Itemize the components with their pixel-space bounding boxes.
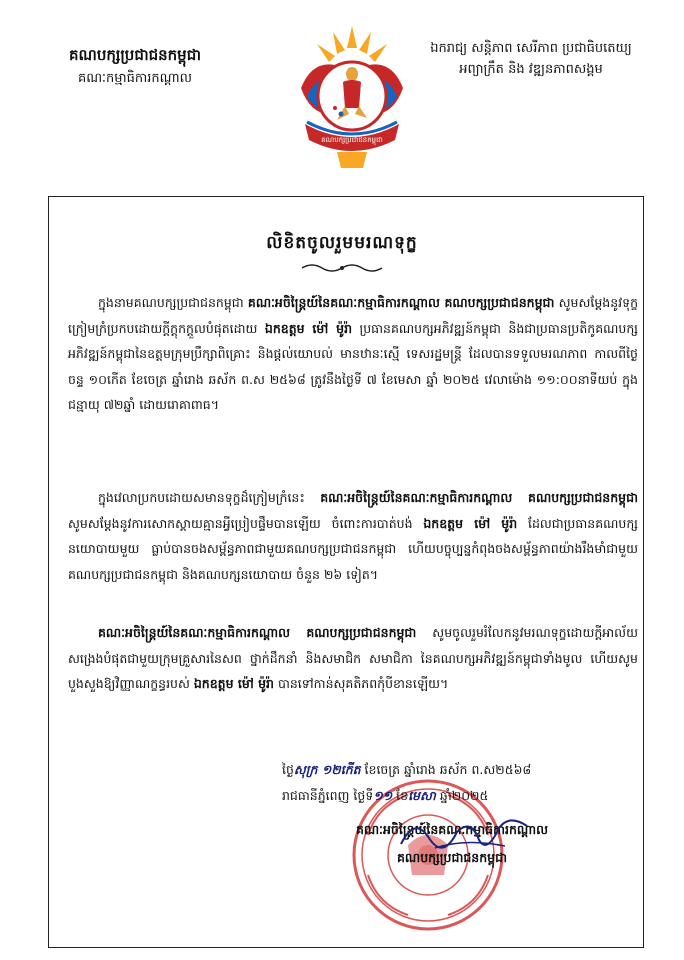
p2-committee: គណៈអចិន្ត្រៃយ៍នៃគណៈកម្មាធិការកណ្តាល គណបក្សប្រជាជនកម្ពុជា — [320, 490, 638, 505]
paragraph-1 — [68, 290, 638, 418]
p2-text-e: ដែលជាប្រធានគណបក្សនយោបាយមួយ ធ្លាប់បានចងសម្ព័ន្ធភាពជាមួយគណបក្សប្រជាជនកម្ពុជា ហើយបច្ចុប្បន្នកំពុងចងសម្ព័ន្ធភាពយ៉ាងរឹងមាំជាមួយគណបក្សប្រជាជនកម្ពុជា និងគណបក្សនយោបាយ ចំនួន ២៦ ទៀត។ — [68, 515, 638, 582]
p3-text-d: បានទៅកាន់សុគតិភពកុំបីខានឡើយ។ — [274, 676, 449, 691]
kingdom-line-2: អព្យាក្រឹត និង វឌ្ឍនភាពសង្គម — [459, 62, 603, 77]
p1-text-e: ប្រធានគណបក្សអភិវឌ្ឍន៍កម្ពុជា និងជាប្រធានប្រតិកូគណបក្សអភិវឌ្ឍន៍កម្ពុជានៃឧត្តមក្រុមប្រឹក្សាពិគ្រោះ និងផ្តល់យោបល់ មានឋានៈស្មើ ទេសរដ្ឋមន្ត្រី ដែលបានទទួលមរណភាព កាលពីថ្ងៃចន្ទ ១០កើត ខែចេត្រ ឆ្នាំរោង ឆស័ក ព.ស ២៥៦៨ ត្រូវនឹងថ្ងៃទី ៧ ខែមេសា ឆ្នាំ ២០២៥ វេលាម៉ោង ១១:០០នាទីយប់ ក្នុងជន្មាយុ ៧២ឆ្នាំ ដោយរោគាពាធ។ — [68, 320, 638, 412]
year-rest: ឆ្នាំ២០២៥ — [435, 788, 489, 803]
party-name: គណបក្សប្រជាជនកម្ពុជា — [69, 46, 201, 64]
place-prefix: រាជធានីភ្នំពេញ ថ្ងៃទី — [282, 788, 374, 803]
lunar-date — [282, 758, 642, 782]
p1-deceased-name: ឯកឧត្តម ម៉ៅ ម៉ូរ៉ា — [264, 320, 353, 336]
p2-deceased-name: ឯកឧត្តម ម៉ៅ ម៉ូរ៉ា — [423, 515, 518, 531]
p2-text-c: សូមសម្តែងនូវការសោកស្តាយគ្មានអ្វីប្រៀបផ្ទឹមបានឡើយ ចំពោះការបាត់បង់ — [68, 515, 424, 531]
p3-deceased-name: ឯកឧត្តម ម៉ៅ ម៉ូរ៉ា — [193, 676, 274, 691]
p1-text-a: ក្នុងនាមគណបក្សប្រជាជនកម្ពុជា — [98, 295, 248, 310]
signature-line-1: គណៈអចិន្ត្រៃយ៍នៃគណៈកម្មាធិការកណ្តាល — [355, 822, 549, 837]
party-emblem-icon — [293, 18, 411, 176]
party-header — [30, 40, 240, 89]
handwritten-signature — [395, 808, 535, 858]
lunar-prefix: ថ្ងៃ — [282, 762, 294, 777]
place-date — [282, 784, 642, 808]
committee-name: គណៈកម្មាធិការកណ្តាល — [77, 71, 193, 86]
title-ornament-icon — [300, 262, 384, 274]
p1-text-c: សូមសម្តែងនូវទុក្ខក្រៀមក្រំប្រកបដោយក្តីក្តុកក្តួលបំផុតដោយ — [68, 295, 639, 336]
emblem-banner-text: គណបក្សប្រជាជនកម្ពុជា — [321, 136, 383, 144]
kingdom-line: ឯករាជ្យ សន្តិភាព សេរីភាព ប្រជាធិបតេយ្យ — [430, 41, 632, 56]
month-handwritten: មេសា — [408, 788, 436, 803]
p2-text-a: ក្នុងវេលាប្រកបដោយសមានទុក្ខដ៏ក្រៀមក្រំនេះ — [98, 490, 321, 505]
month-prefix: ខែ — [392, 788, 409, 803]
lunar-rest: ខែចេត្រ ឆ្នាំរោង ឆស័ក ព.ស២៥៦៨ — [360, 762, 532, 777]
kingdom-motto — [406, 40, 656, 80]
paragraph-3 — [68, 620, 638, 697]
signature-line-2: គណបក្សប្រជាជនកម្ពុជា — [397, 850, 507, 865]
p3-text-b: សូមចូលរួមរំលែកនូវមរណទុក្ខដោយក្តីអាល័យសង្រេងបំផុតជាមួយក្រុមគ្រួសារនៃសព ថ្នាក់ដឹកនាំ និងសមាជិក សមាជិកា នៃគណបក្សអភិវឌ្ឍន៍កម្ពុជាទាំងមូល ហើយសូមបួងសួងឱ្យវិញ្ញាណក្ខន្ធរបស់ — [68, 625, 638, 691]
p3-committee: គណៈអចិន្ត្រៃយ៍នៃគណៈកម្មាធិការកណ្តាល គណបក្សប្រជាជនកម្ពុជា — [98, 625, 417, 640]
paragraph-2 — [68, 485, 638, 587]
day-handwritten: ១១ — [373, 788, 393, 803]
document-title: លិខិតចូលរួមមរណទុក្ខ — [266, 233, 418, 253]
lunar-handwritten: សុក្រ ១២កើត — [293, 762, 361, 777]
p1-committee: គណៈអចិន្ត្រៃយ៍នៃគណៈកម្មាធិការកណ្តាល គណបក្សប្រជាជនកម្ពុជា — [247, 295, 555, 310]
